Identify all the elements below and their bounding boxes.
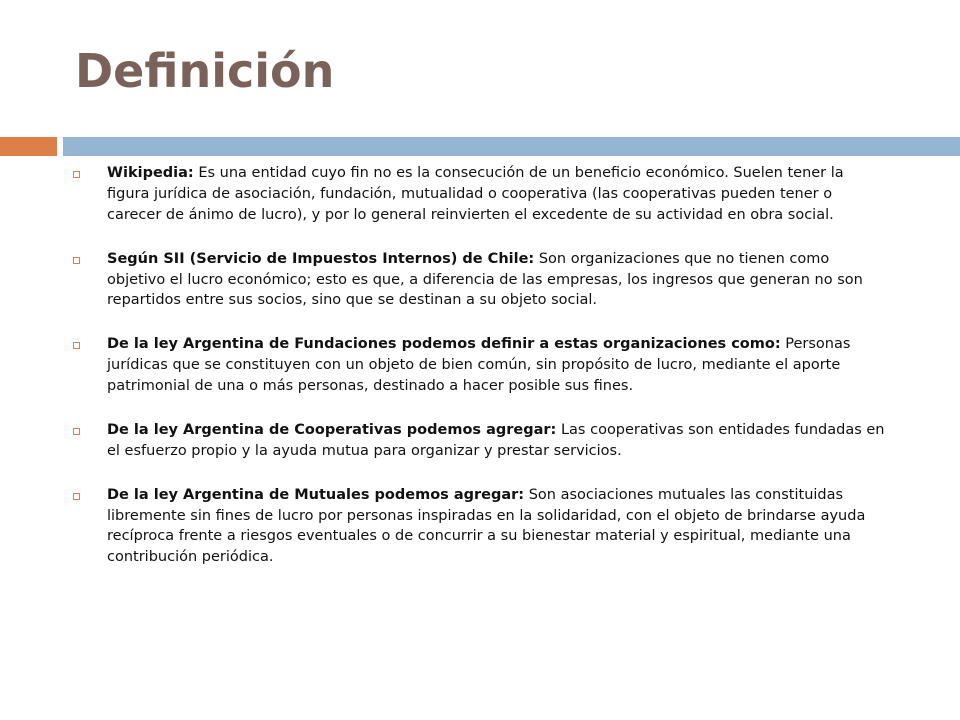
bullet-item-ley-cooperativas <box>73 420 885 462</box>
square-bullet-icon <box>73 428 80 435</box>
bullet-label: Según SII (Servicio de Impuestos Internos) de Chile: <box>107 250 535 267</box>
bullet-label: De la ley Argentina de Fundaciones podemos definir a estas organizaciones como: <box>107 336 781 353</box>
bullet-label: De la ley Argentina de Mutuales podemos agregar: <box>107 486 525 503</box>
square-bullet-icon <box>73 493 80 500</box>
square-bullet-icon <box>73 342 80 349</box>
bullet-label: Wikipedia: <box>107 165 194 181</box>
bullet-text: Son asociaciones mutuales las constituidas libremente sin fines de lucro por personas inspiradas en la solidaridad, con el objeto de brindarse ayuda recíproca frente a riesgos eventuales o de concurrir a su bienestar material y espiritual, mediante una contribución periódica. <box>107 486 866 566</box>
bullet-label: De la ley Argentina de Cooperativas podemos agregar: <box>107 421 557 438</box>
bullet-text: Es una entidad cuyo fin no es la consecución de un beneficio económico. Suelen tener la figura jurídica de asociación, fundación, mutualidad o cooperativa (las cooperativas pueden tener o carecer de ánimo de lucro), y por lo general reinvierten el excedente de su actividad en obra social. <box>107 165 844 223</box>
accent-bar-right <box>63 137 960 156</box>
bullet-item-ley-mutuales <box>73 485 885 569</box>
bullet-list <box>73 163 885 591</box>
slide-title: Definición <box>75 44 335 98</box>
bullet-item-ley-fundaciones <box>73 334 885 397</box>
bullet-text: Las cooperativas son entidades fundadas en el esfuerzo propio y la ayuda mutua para organizar y prestar servicios. <box>107 421 885 459</box>
bullet-text: Son organizaciones que no tienen como objetivo el lucro económico; esto es que, a diferencia de las empresas, los ingresos que generan no son repartidos entre sus socios, sino que se destinan a su objeto social. <box>107 250 863 309</box>
accent-bar-left <box>0 137 57 156</box>
bullet-item-wikipedia <box>73 163 885 226</box>
square-bullet-icon <box>73 257 80 264</box>
bullet-item-sii-chile <box>73 249 885 312</box>
bullet-text: Personas jurídicas que se constituyen con un objeto de bien común, sin propósito de lucro, mediante el aporte patrimonial de una o más personas, destinado a hacer posible sus fines. <box>107 336 851 394</box>
square-bullet-icon <box>73 171 80 178</box>
